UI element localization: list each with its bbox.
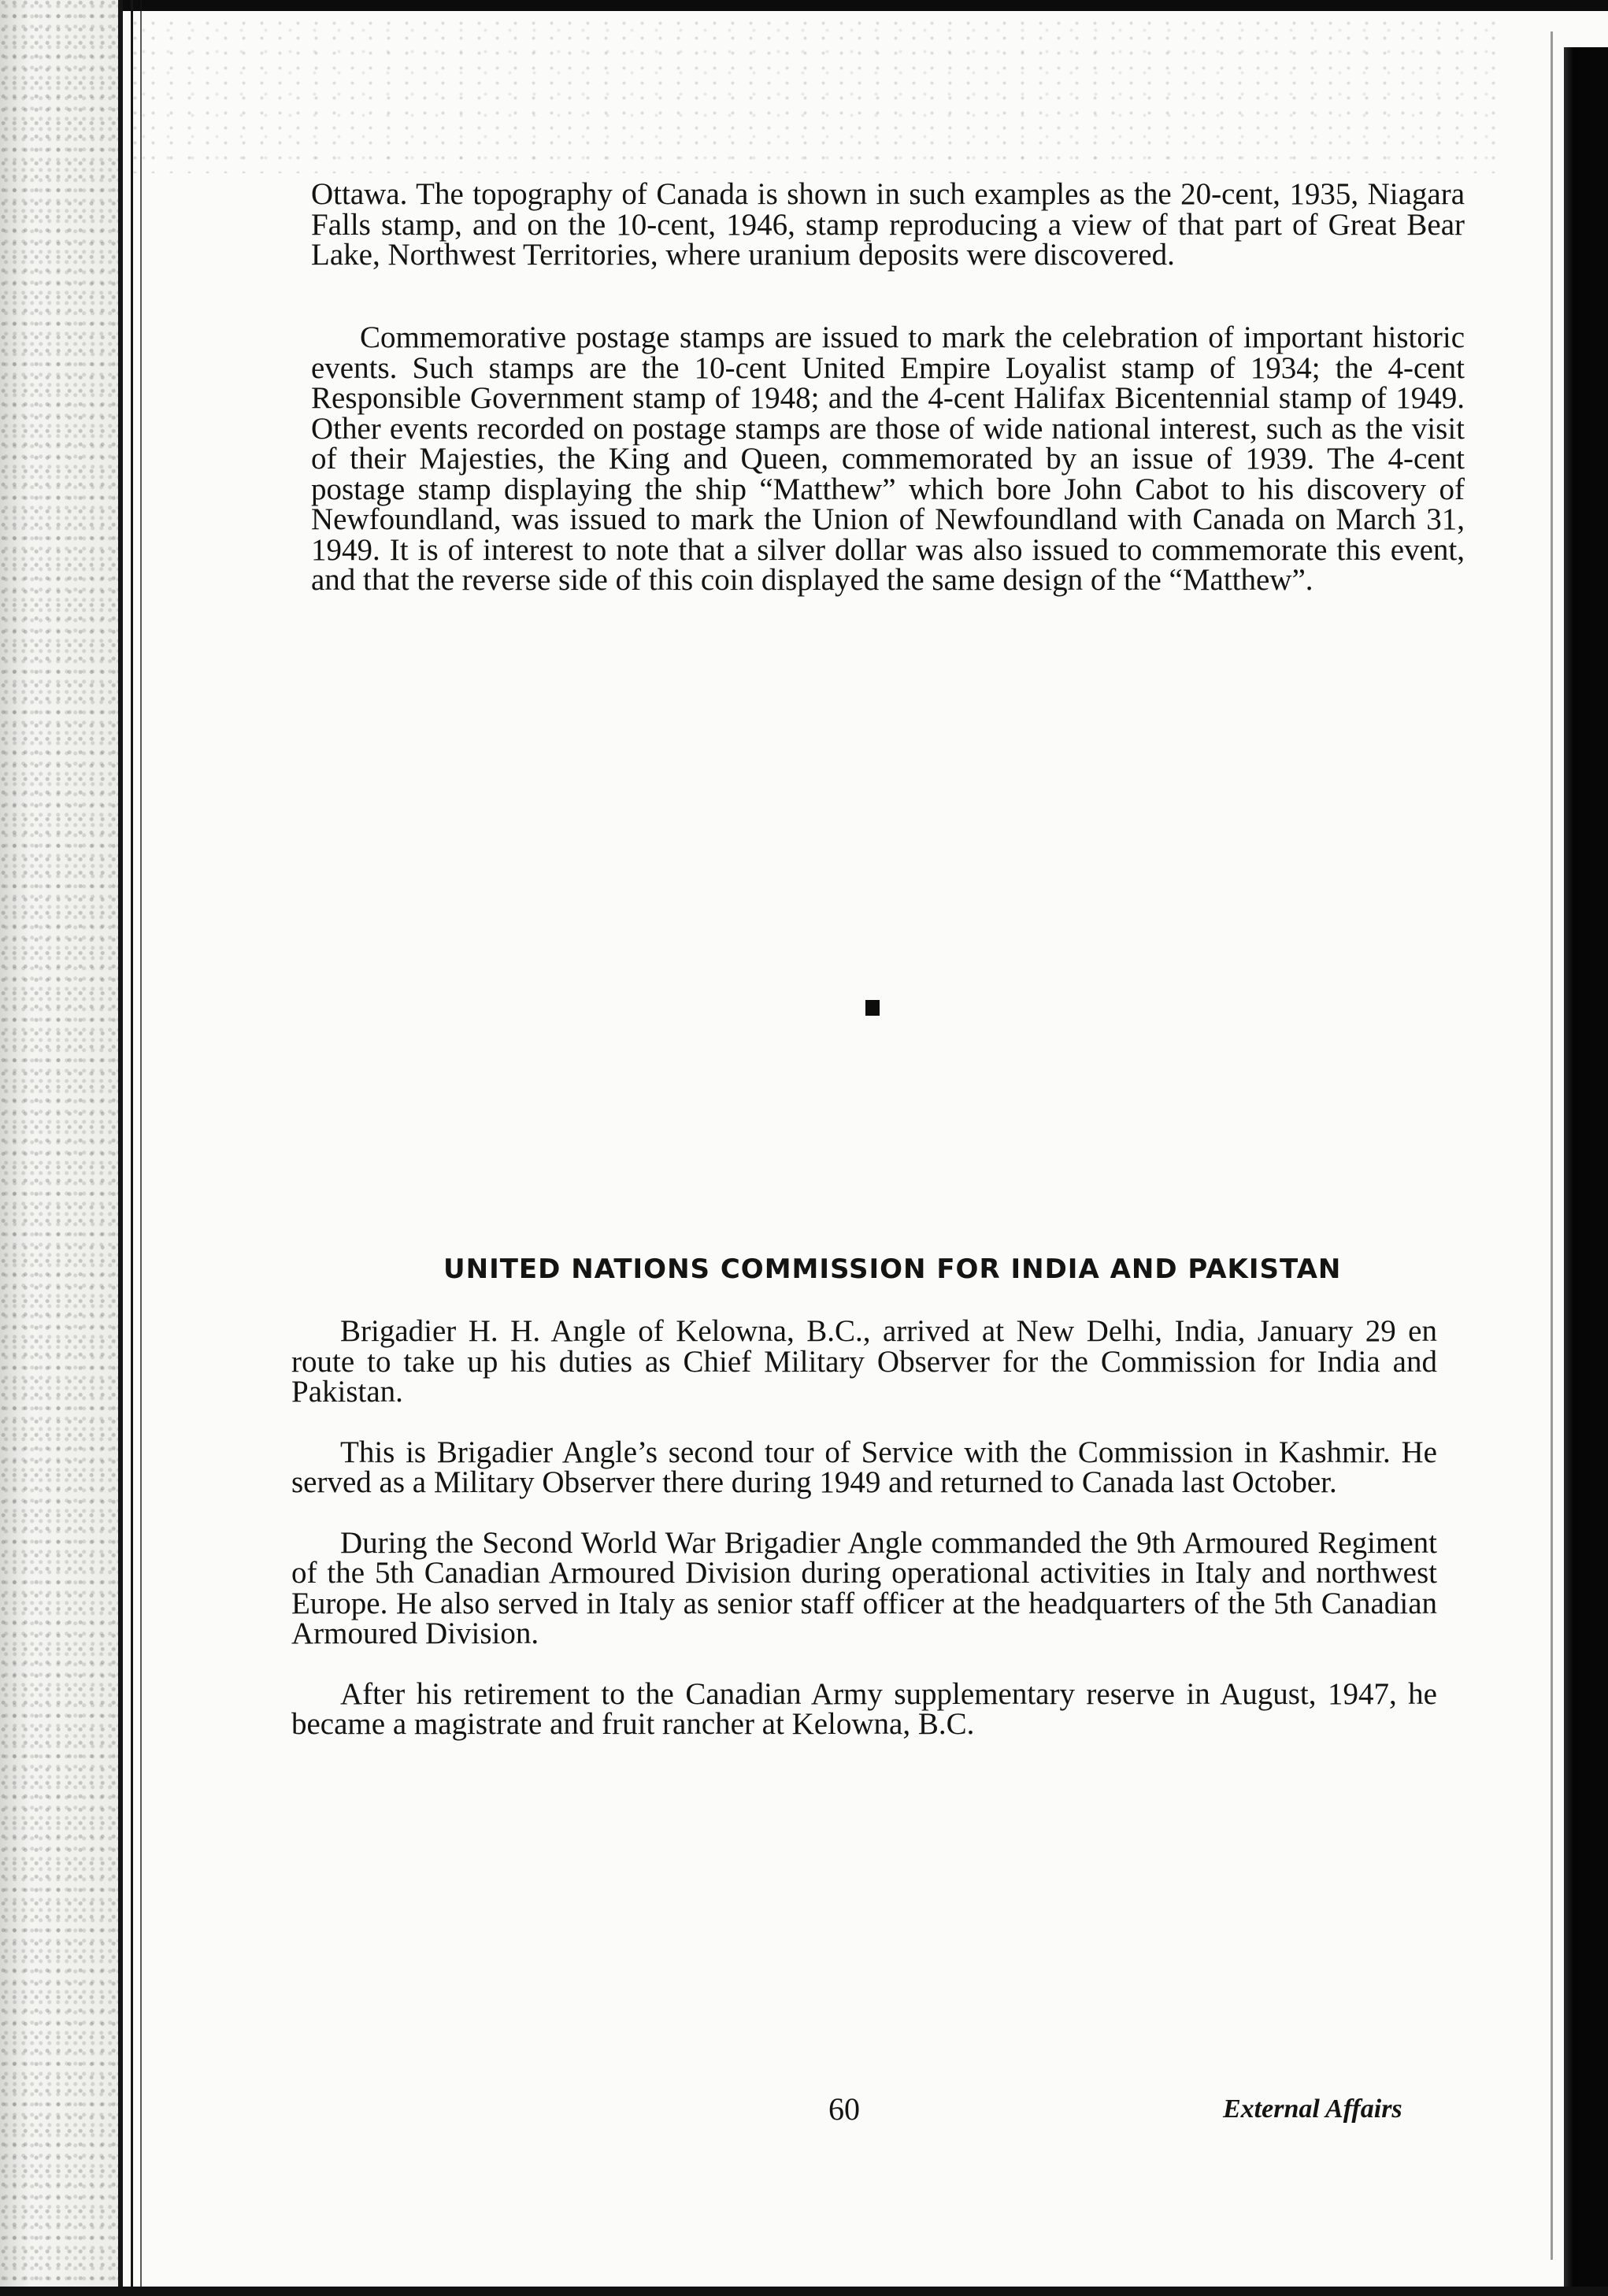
binding-line <box>118 0 123 2296</box>
paragraph: During the Second World War Brigadier Angle commanded the 9th Armoured Regiment of the 5th Canadian Armoured Division during operational activities in Italy and northwest Europe. He also served in Italy as senior staff officer at the headquarters of the 5th Canadian Armoured Division. <box>291 1525 1437 1650</box>
scan-right-edge <box>1564 47 1608 2296</box>
publication-title: External Affairs <box>1223 2094 1402 2124</box>
paragraph: After his retirement to the Canadian Army supplementary reserve in August, 1947, he became a magistrate and fruit rancher at Kelowna, B.C. <box>291 1676 1437 1741</box>
paragraph: Ottawa. The topography of Canada is shown in such examples as the 20-cent, 1935, Niagara Falls stamp, and on the 10-cent, 1946, stamp reproducing a view of that part of Great Bear Lake, Northwest Territories, where uranium deposits were discovered. <box>311 177 1465 272</box>
paragraph: This is Brigadier Angle’s second tour of Service with the Commission in Kashmir. He served as a Military Observer there during 1949 and returned to Canada last October. <box>291 1435 1437 1499</box>
stamps-section-continued <box>311 320 1465 597</box>
paragraph: Brigadier H. H. Angle of Kelowna, B.C., arrived at New Delhi, India, January 29 en route to take up his duties as Chief Military Observer for the Commission for India and Pakistan. <box>291 1314 1437 1409</box>
section-separator <box>865 1000 880 1016</box>
scan-bottom-edge <box>0 2287 1608 2296</box>
scan-right-rule <box>1551 31 1553 2260</box>
scan-binding-margin <box>0 0 118 2296</box>
scan-noise <box>126 16 1496 173</box>
binding-line <box>131 0 133 2296</box>
scan-top-edge <box>0 0 1608 11</box>
section-heading: UNITED NATIONS COMMISSION FOR INDIA AND PAKISTAN <box>443 1254 1342 1285</box>
binding-line <box>140 0 142 2296</box>
page-number: 60 <box>828 2091 860 2127</box>
commission-section <box>291 1316 1437 1740</box>
paragraph: Commemorative postage stamps are issued to mark the celebration of important historic events. Such stamps are the 10-cent United Empire Loyalist stamp of 1934; the 4-cent Responsible Government stamp of 1948; and the 4-cent Halifax Bicentennial stamp of 1949. Other events recorded on postage stamps are those of wide national interest, such as the visit of their Majesties, the King and Queen, commemorated by an issue of 1939. The 4-cent postage stamp displaying the ship “Matthew” which bore John Cabot to his discovery of Newfoundland, was issued to mark the Union of Newfoundland with Canada on March 31, 1949. It is of interest to note that a silver dollar was also issued to commemorate this event, and that the reverse side of this coin displayed the same design of the “Matthew”. <box>311 320 1465 597</box>
stamps-section <box>311 177 1465 272</box>
